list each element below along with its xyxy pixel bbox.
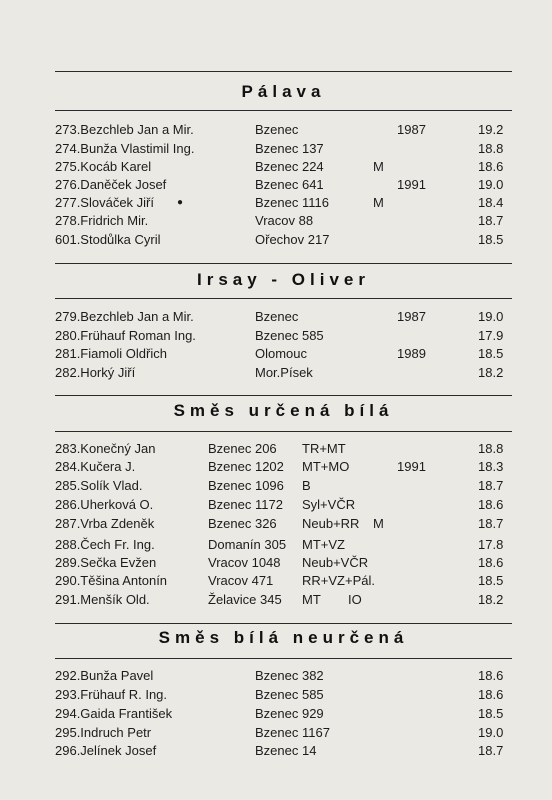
entry-place: Domanín 305 [208, 537, 287, 552]
entry-name: 295.Indruch Petr [55, 725, 152, 740]
entry-place: Bzenec 585 [255, 328, 324, 343]
table-row [0, 553, 552, 572]
entry-mark: M [373, 195, 384, 210]
entry-place: Vracov 1048 [208, 555, 281, 570]
table-row [0, 723, 552, 742]
table-row [0, 439, 552, 458]
entry-value: 18.4 [478, 195, 504, 210]
entry-place: Bzenec 224 [255, 159, 324, 174]
entry-variety: B [302, 478, 311, 493]
entry-name: 274.Bunža Vlastimil Ing. [55, 141, 195, 156]
entry-place: Bzenec 1172 [208, 497, 283, 512]
entry-value: 18.7 [478, 516, 504, 531]
entry-name: 283.Konečný Jan [55, 441, 156, 456]
entry-name: 288.Čech Fr. Ing. [55, 537, 155, 552]
entry-variety: RR+VZ+Pál. [302, 573, 375, 588]
entry-variety: MT+VZ [302, 537, 345, 552]
entry-place: Bzenec 1116 [255, 195, 329, 210]
entry-value: 18.2 [478, 365, 504, 380]
entry-name: 278.Fridrich Mir. [55, 213, 149, 228]
section-rule [55, 263, 512, 264]
table-row [0, 571, 552, 590]
entry-place: Bzenec 929 [255, 706, 324, 721]
entry-year: 1987 [397, 122, 426, 137]
entry-place: Bzenec 14 [255, 743, 317, 758]
entry-name: 276.Daněček Josef [55, 177, 167, 192]
entry-value: 18.3 [478, 459, 504, 474]
entry-place: Bzenec 382 [255, 668, 324, 683]
entry-value: 18.6 [478, 497, 504, 512]
entry-place: Bzenec 206 [208, 441, 277, 456]
table-row [0, 666, 552, 685]
entry-name: 280.Frühauf Roman Ing. [55, 328, 196, 343]
entry-variety: Neub+VČR [302, 555, 369, 570]
section-rule [55, 110, 512, 111]
entry-name: 281.Fiamoli Oldřich [55, 346, 167, 361]
entry-name: 277.Slováček Jiří [55, 195, 154, 210]
table-row [0, 193, 552, 212]
section-rule [55, 658, 512, 659]
section-title: Směs bílá neurčená [158, 628, 409, 647]
section-rule [55, 431, 512, 432]
table-row [0, 514, 552, 533]
entry-value: 18.7 [478, 743, 504, 758]
entry-name: 601.Stodůlka Cyril [55, 232, 161, 247]
entry-place: Bzenec [255, 309, 299, 324]
entry-place: Bzenec [255, 122, 299, 137]
entry-value: 18.8 [478, 141, 504, 156]
table-row [0, 590, 552, 609]
entry-value: 18.6 [478, 555, 504, 570]
entry-name: 275.Kocáb Karel [55, 159, 152, 174]
entry-value: 18.6 [478, 687, 504, 702]
table-row [0, 476, 552, 495]
section-rule [55, 623, 512, 624]
entry-year: 1989 [397, 346, 426, 361]
section-title: Pálava [241, 82, 326, 101]
entry-mark: M [373, 159, 384, 174]
entry-name: 289.Sečka Evžen [55, 555, 157, 570]
entry-place: Ořechov 217 [255, 232, 330, 247]
table-row [0, 307, 552, 326]
table-row [0, 211, 552, 230]
entry-value: 19.0 [478, 309, 504, 324]
entry-value: 17.9 [478, 328, 504, 343]
entry-place: Olomouc [255, 346, 308, 361]
entry-place: Bzenec 137 [255, 141, 324, 156]
entry-year: 1991 [397, 177, 426, 192]
entry-name: 273.Bezchleb Jan a Mir. [55, 122, 194, 137]
entry-place: Želavice 345 [208, 592, 282, 607]
entry-value: 19.0 [478, 177, 504, 192]
entry-variety: Syl+VČR [302, 497, 356, 512]
table-row [0, 495, 552, 514]
entry-name: 285.Solík Vlad. [55, 478, 143, 493]
entry-value: 17.8 [478, 537, 504, 552]
entry-variety: MT+MO [302, 459, 350, 474]
entry-place: Bzenec 585 [255, 687, 324, 702]
table-row [0, 363, 552, 382]
table-row [0, 175, 552, 194]
table-row [0, 326, 552, 345]
entry-name: 287.Vrba Zdeněk [55, 516, 155, 531]
entry-name: 284.Kučera J. [55, 459, 136, 474]
table-row [0, 139, 552, 158]
entry-variety: MT [302, 592, 321, 607]
table-row [0, 535, 552, 554]
entry-place: Bzenec 1167 [255, 725, 330, 740]
entry-name: 286.Uherková O. [55, 497, 154, 512]
table-row [0, 704, 552, 723]
section-rule [55, 298, 512, 299]
table-row [0, 457, 552, 476]
entry-value: 18.6 [478, 668, 504, 683]
entry-value: 19.2 [478, 122, 504, 137]
section-title: Směs určená bílá [173, 401, 394, 420]
section-title: Irsay - Oliver [196, 270, 370, 289]
entry-io: IO [348, 592, 362, 607]
entry-place: Vracov 471 [208, 573, 274, 588]
entry-variety: Neub+RR [302, 516, 360, 531]
entry-year: 1991 [397, 459, 426, 474]
entry-place: Bzenec 1096 [208, 478, 284, 493]
table-row [0, 230, 552, 249]
entry-value: 18.2 [478, 592, 504, 607]
section-rule [55, 395, 512, 396]
entry-value: 18.5 [478, 346, 504, 361]
entry-value: 18.7 [478, 213, 504, 228]
entry-value: 18.7 [478, 478, 504, 493]
entry-value: 18.5 [478, 706, 504, 721]
entry-name: 296.Jelínek Josef [55, 743, 157, 758]
bullet-dot: ● [177, 197, 184, 208]
entry-place: Mor.Písek [255, 365, 313, 380]
entry-name: 279.Bezchleb Jan a Mir. [55, 309, 194, 324]
entry-name: 292.Bunža Pavel [55, 668, 154, 683]
entry-place: Vracov 88 [255, 213, 314, 228]
entry-year: 1987 [397, 309, 426, 324]
table-row [0, 741, 552, 760]
entry-place: Bzenec 326 [208, 516, 277, 531]
top-rule [55, 71, 512, 72]
entry-variety: TR+MT [302, 441, 346, 456]
entry-place: Bzenec 1202 [208, 459, 284, 474]
table-row [0, 344, 552, 363]
entry-value: 18.6 [478, 159, 504, 174]
entry-name: 294.Gaida František [55, 706, 173, 721]
entry-value: 18.8 [478, 441, 504, 456]
entry-name: 282.Horký Jiří [55, 365, 136, 380]
entry-value: 18.5 [478, 232, 504, 247]
entry-value: 18.5 [478, 573, 504, 588]
entry-place: Bzenec 641 [255, 177, 324, 192]
entry-name: 290.Těšina Antonín [55, 573, 168, 588]
entry-name: 291.Menšík Old. [55, 592, 150, 607]
entry-name: 293.Frühauf R. Ing. [55, 687, 168, 702]
entry-value: 19.0 [478, 725, 504, 740]
table-row [0, 157, 552, 176]
table-row [0, 120, 552, 139]
entry-mark: M [373, 516, 384, 531]
table-row [0, 685, 552, 704]
